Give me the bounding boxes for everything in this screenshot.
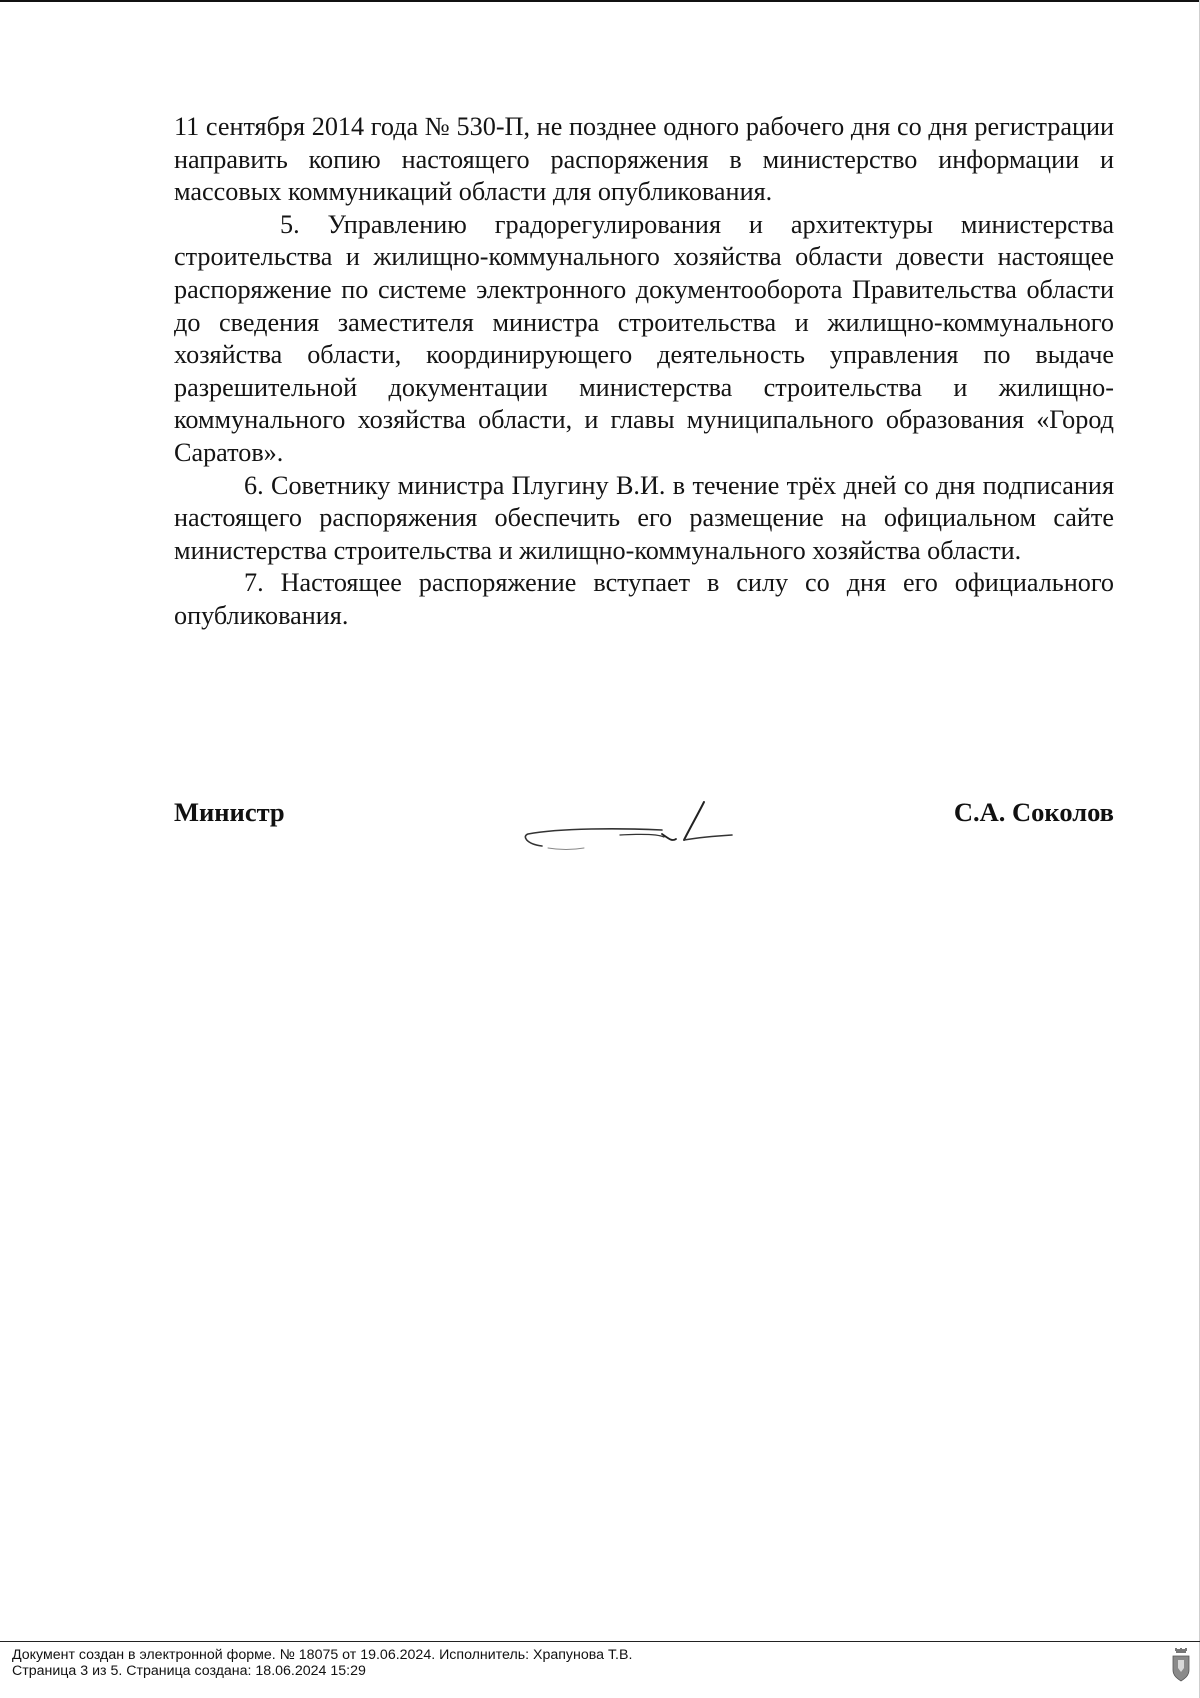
coat-of-arms-icon (1171, 1648, 1191, 1682)
footer-line-document-info: Документ создан в электронной форме. № 18075 от 19.06.2024. Исполнитель: Храпунова Т.В. (12, 1647, 633, 1663)
signatory-title: Министр (174, 797, 285, 827)
footer-line-page-info: Страница 3 из 5. Страница создана: 18.06.2024 15:29 (12, 1663, 366, 1679)
paragraph-item-5: 5. Управлению градорегулирования и архитектуры министерства строительства и жилищно-коммунального хозяйства области довести настоящее распоряжение по системе электронного документооборота Правительства области до сведения заместителя министра строительства и жилищно-коммунального хозяйства области, координирующего деятельность управления по выдаче разрешительной документации министерства строительства и жилищно-коммунального хозяйства области, и главы муниципального образования «Город Саратов». (174, 209, 1114, 467)
document-body (174, 111, 1114, 633)
paragraph-item-7: 7. Настоящее распоряжение вступает в силу со дня его официального опубликования. (174, 568, 1114, 630)
signatory-name: С.А. Соколов (953, 797, 1114, 827)
footer-divider (0, 1641, 1200, 1642)
document-footer (12, 1647, 632, 1679)
paragraph-continuation: 11 сентября 2014 года № 530-П, не позднее одного рабочего дня со дня регистрации направить копию настоящего распоряжения в министерство информации и массовых коммуникаций области для опубликования. (174, 112, 1114, 207)
top-border (0, 0, 1200, 2)
paragraph-item-6: 6. Советнику министра Плугину В.И. в течение трёх дней со дня подписания настоящего распоряжения обеспечить его размещение на официальном сайте министерства строительства и жилищно-коммунального хозяйства области. (174, 470, 1114, 565)
handwritten-signature-icon (520, 798, 735, 856)
